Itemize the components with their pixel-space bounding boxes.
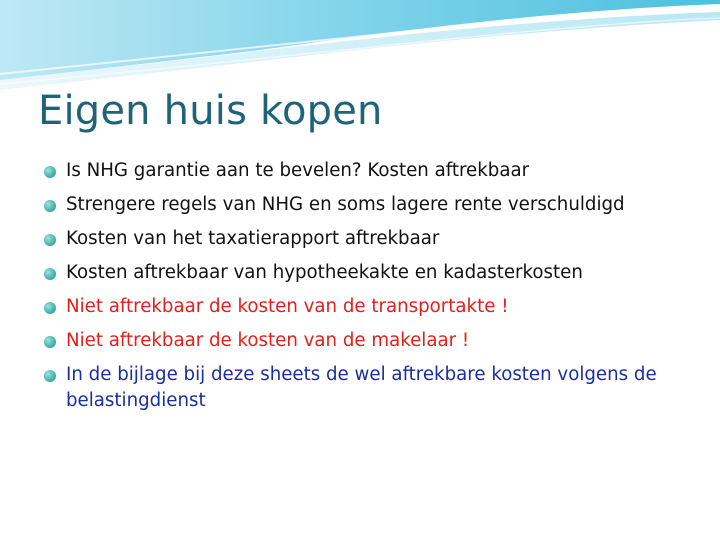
bullet-dot-icon bbox=[44, 234, 56, 246]
bullet-text: Is NHG garantie aan te bevelen? Kosten aftrekbaar bbox=[66, 160, 530, 181]
bullet-dot-icon bbox=[44, 268, 56, 280]
bullet-item-warning bbox=[44, 328, 704, 354]
bullet-text: Kosten van het taxatierapport aftrekbaar bbox=[66, 228, 440, 249]
slide-title: Eigen huis kopen bbox=[38, 88, 383, 134]
bullet-item-warning bbox=[44, 294, 704, 320]
header-wave-decoration bbox=[0, 0, 720, 90]
bullet-item bbox=[44, 192, 704, 218]
bullet-text: Niet aftrekbaar de kosten van de transportakte ! bbox=[66, 296, 509, 317]
bullet-dot-icon bbox=[44, 302, 56, 314]
bullet-text: Strengere regels van NHG en soms lagere rente verschuldigd bbox=[66, 194, 625, 215]
bullet-item bbox=[44, 158, 704, 184]
bullet-dot-icon bbox=[44, 200, 56, 212]
bullet-text: Niet aftrekbaar de kosten van de makelaar ! bbox=[66, 330, 470, 351]
bullet-dot-icon bbox=[44, 370, 56, 382]
bullet-list bbox=[44, 158, 704, 422]
bullet-dot-icon bbox=[44, 166, 56, 178]
bullet-text: Kosten aftrekbaar van hypotheekakte en kadasterkosten bbox=[66, 262, 583, 283]
bullet-item-note bbox=[44, 362, 704, 414]
bullet-item bbox=[44, 226, 704, 252]
bullet-dot-icon bbox=[44, 336, 56, 348]
bullet-text: In de bijlage bij deze sheets de wel aftrekbare kosten volgens de belastingdienst bbox=[66, 364, 657, 411]
bullet-item bbox=[44, 260, 704, 286]
